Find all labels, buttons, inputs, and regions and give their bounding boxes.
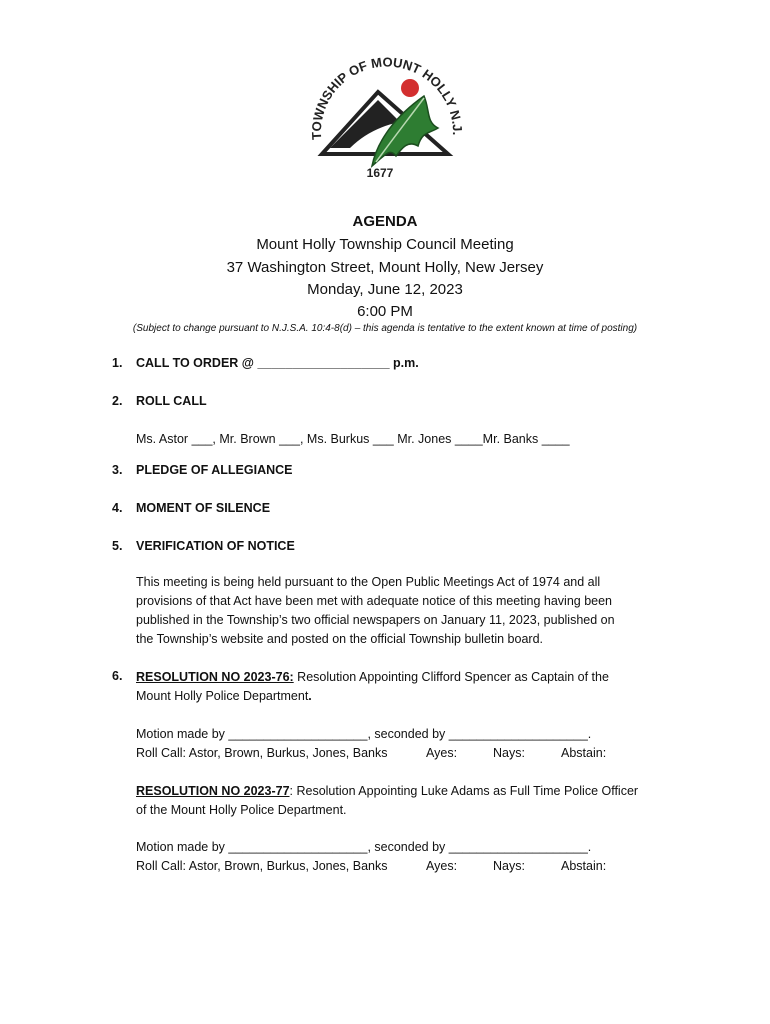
resolution-77 <box>136 782 638 820</box>
agenda-item-moment-of-silence <box>112 501 270 515</box>
ayes-label: Ayes: <box>426 746 458 760</box>
item-number: 1. <box>112 356 123 370</box>
seal-arc-text: TOWNSHIP OF MOUNT HOLLY N.J. <box>308 54 466 141</box>
notice-paragraph <box>136 573 615 649</box>
notice-line: This meeting is being held pursuant to the Open Public Meetings Act of 1974 and all <box>136 575 601 589</box>
nays-label: Nays: <box>493 746 525 760</box>
item-label: CALL TO ORDER @ ___________________ p.m. <box>136 356 419 370</box>
abstain-label: Abstain: <box>561 859 607 873</box>
item-label: MOMENT OF SILENCE <box>136 501 271 515</box>
item-label: ROLL CALL <box>136 394 207 408</box>
resolution-77-text: : Resolution Appointing Luke Adams as Full Time Police Officer <box>289 784 639 798</box>
seal-year: 1677 <box>366 166 394 180</box>
resolution-76-period: . <box>308 689 312 703</box>
item-label: PLEDGE OF ALLEGIANCE <box>136 463 293 477</box>
resolution-76-text: Resolution Appointing Clifford Spencer as Captain of the <box>293 670 609 684</box>
agenda-item-resolutions <box>112 669 136 683</box>
holly-berry-icon <box>401 79 419 97</box>
notice-line: provisions of that Act have been met with adequate notice of this meeting having been <box>136 594 613 608</box>
motion-line: Motion made by ____________________, seconded by ____________________. <box>136 840 592 854</box>
resolution-76 <box>136 668 609 706</box>
motion-line: Motion made by ____________________, seconded by ____________________. <box>136 727 592 741</box>
disclaimer: (Subject to change pursuant to N.J.S.A. 10:4-8(d) – this agenda is tentative to the extent known at time of posting) <box>132 323 638 334</box>
item-number: 6. <box>112 669 123 683</box>
agenda-item-call-to-order <box>112 356 419 370</box>
item-label: VERIFICATION OF NOTICE <box>136 539 295 553</box>
resolution-76-vote <box>136 725 606 763</box>
meeting-date: Monday, June 12, 2023 <box>307 281 463 298</box>
roll-call-names: Ms. Astor ___, Mr. Brown ___, Ms. Burkus ___ Mr. Jones ____Mr. Banks ____ <box>136 432 570 446</box>
agenda-item-roll-call <box>112 394 207 408</box>
item-number: 2. <box>112 394 123 408</box>
resolution-76-number: RESOLUTION NO 2023-76: <box>136 670 294 684</box>
notice-line: the Township’s website and posted on the official Township bulletin board. <box>136 632 543 646</box>
meeting-address: 37 Washington Street, Mount Holly, New Jersey <box>226 259 544 276</box>
abstain-label: Abstain: <box>561 746 607 760</box>
agenda-title: AGENDA <box>352 213 418 230</box>
agenda-item-pledge <box>112 463 293 477</box>
meeting-time: 6:00 PM <box>357 303 413 320</box>
nays-label: Nays: <box>493 859 525 873</box>
notice-line: published in the Township’s two official newspapers on January 11, 2023, published on <box>136 613 615 627</box>
item-number: 3. <box>112 463 123 477</box>
agenda-item-verification <box>112 539 295 553</box>
resolution-77-text-cont: of the Mount Holly Police Department. <box>136 803 347 817</box>
ayes-label: Ayes: <box>426 859 458 873</box>
item-number: 5. <box>112 539 123 553</box>
roll-call-line: Roll Call: Astor, Brown, Burkus, Jones, Banks <box>136 746 388 760</box>
item-number: 4. <box>112 501 123 515</box>
resolution-76-text-cont: Mount Holly Police Department <box>136 689 309 703</box>
resolution-77-number: RESOLUTION NO 2023-77 <box>136 784 290 798</box>
township-seal-logo <box>300 36 470 186</box>
roll-call-line: Roll Call: Astor, Brown, Burkus, Jones, Banks <box>136 859 388 873</box>
resolution-77-vote <box>136 838 606 876</box>
meeting-name: Mount Holly Township Council Meeting <box>256 236 514 253</box>
